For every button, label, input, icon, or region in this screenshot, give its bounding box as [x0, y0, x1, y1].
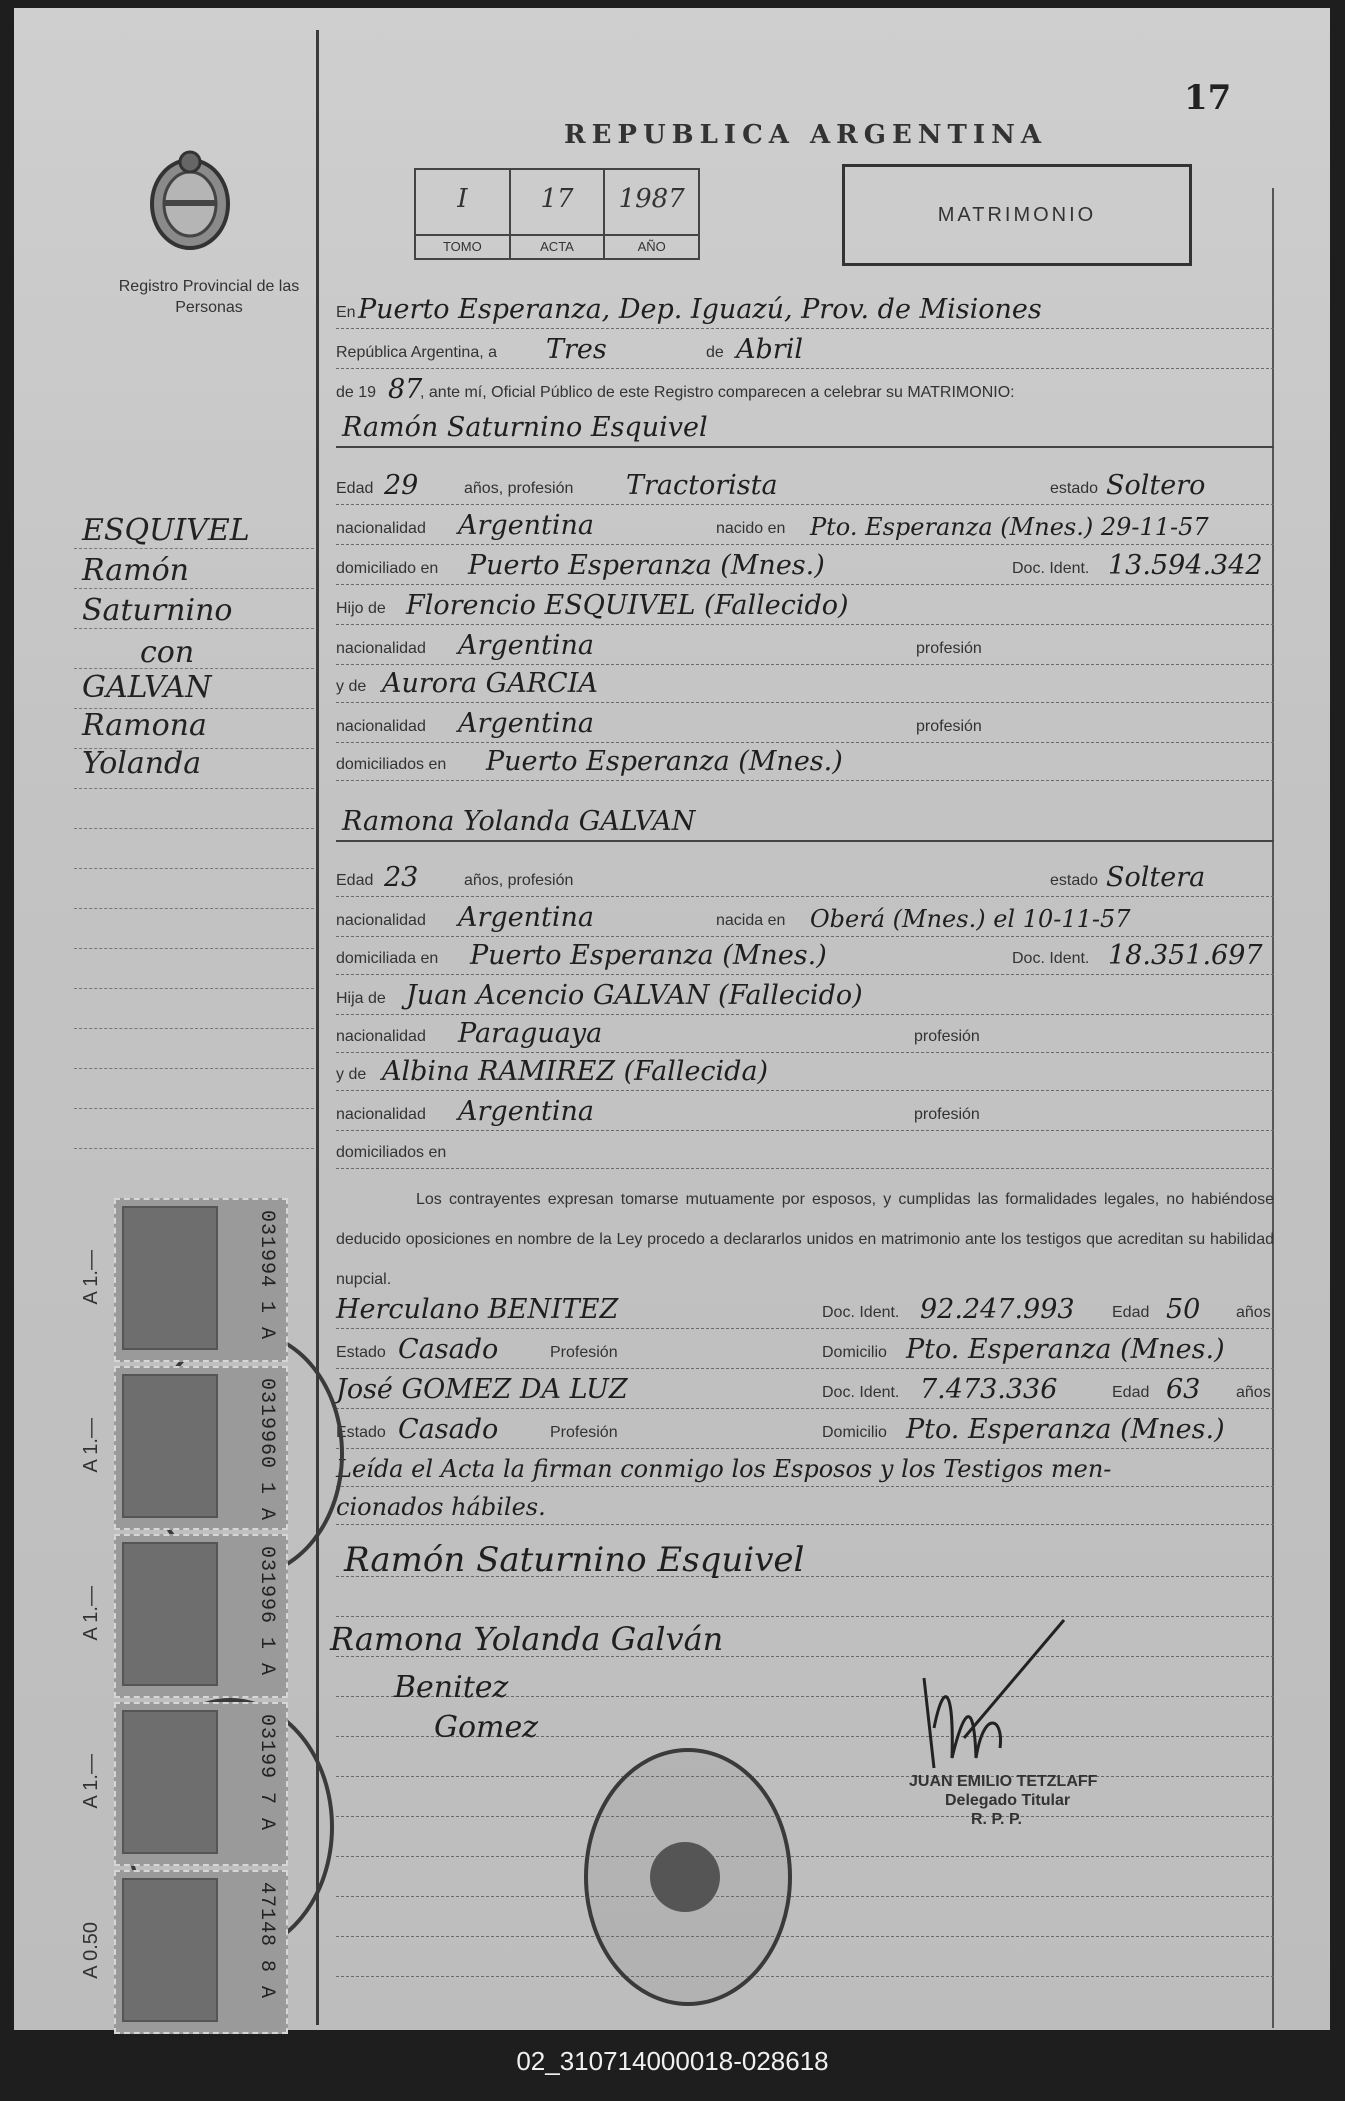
- nacionalidad-label: nacionalidad: [336, 1028, 426, 1045]
- row-bride-parents-dom: [336, 1130, 1274, 1169]
- de-label: de: [706, 344, 724, 361]
- profesion-label: profesión: [914, 1106, 980, 1123]
- ano-label: AÑO: [605, 234, 698, 258]
- estado-label: estado: [1050, 872, 1099, 889]
- stamp-serial: 031996 1 A: [255, 1546, 278, 1677]
- edad-label: Edad: [336, 872, 374, 889]
- margin-ruled-line: [74, 988, 314, 989]
- year-prefix: de 19: [336, 384, 377, 401]
- edad-label: Edad: [1112, 1304, 1150, 1321]
- row-groom-age: [336, 466, 1274, 505]
- witness2-doc: 7.473.336: [920, 1374, 1058, 1405]
- stamp-emblem-icon: [122, 1710, 218, 1854]
- bride-nationality: Argentina: [458, 902, 595, 933]
- ruled-line: [336, 1818, 1274, 1857]
- margin-rule: [316, 30, 319, 2025]
- official-signature-icon: [904, 1618, 1074, 1778]
- ruled-line: [336, 1858, 1274, 1897]
- domiciliados-label: domiciliados en: [336, 1144, 447, 1161]
- groom-mother: Aurora GARCIA: [382, 668, 598, 699]
- witness2-name: José GOMEZ DA LUZ: [336, 1374, 628, 1405]
- fiscal-stamp: [80, 1366, 288, 1530]
- domicilio-label: Domicilio: [822, 1344, 887, 1361]
- bride-mother: Albina RAMIREZ (Fallecida): [382, 1056, 769, 1087]
- margin-name-line: Ramón: [82, 553, 189, 588]
- groom-father: Florencio ESQUIVEL (Fallecido): [406, 590, 849, 621]
- margin-ruled-line: [74, 908, 314, 909]
- domiciliados-label: domiciliados en: [336, 756, 447, 773]
- acta-value: 17: [540, 184, 574, 214]
- statement-text: , ante mí, Oficial Público de este Registro comparecen a celebrar su MATRIMONIO:: [420, 384, 1015, 401]
- ano-cell: [605, 170, 698, 258]
- republica-label: República Argentina, a: [336, 344, 497, 361]
- estado-label: Estado: [336, 1424, 386, 1441]
- row-witness1: [336, 1290, 1274, 1329]
- margin-ruled-line: [74, 588, 314, 589]
- nacido-label: nacido en: [716, 520, 786, 537]
- nacionalidad-label: nacionalidad: [336, 718, 426, 735]
- witness1-estado: Casado: [398, 1334, 499, 1365]
- stamp-value: A 1.—: [80, 1418, 102, 1473]
- margin-ruled-line: [74, 1108, 314, 1109]
- margin-name-line: Saturnino: [82, 593, 233, 628]
- nacionalidad-label: nacionalidad: [336, 520, 426, 537]
- stamp-serial: 031994 1 A: [255, 1210, 278, 1341]
- bride-mother-nat: Argentina: [458, 1096, 595, 1127]
- margin-ruled-line: [74, 708, 314, 709]
- stamp-value: A 0.50: [80, 1922, 102, 1979]
- row-groom-father-nat: [336, 626, 1274, 665]
- witness2-estado: Casado: [398, 1414, 499, 1445]
- domiciliada-label: domiciliada en: [336, 950, 439, 967]
- bride-doc: 18.351.697: [1108, 940, 1263, 971]
- signature-groom: Ramón Saturnino Esquivel: [344, 1540, 805, 1580]
- groom-father-nat: Argentina: [458, 630, 595, 661]
- anos-label: años: [1236, 1384, 1271, 1401]
- stamp-value: A 1.—: [80, 1250, 102, 1305]
- edad-label: Edad: [336, 480, 374, 497]
- profesion-label: profesión: [916, 640, 982, 657]
- profesion-label: años, profesión: [464, 480, 574, 497]
- margin-ruled-line: [74, 548, 314, 549]
- registry-seal-icon: [584, 1748, 792, 2006]
- row-bride-father: [336, 976, 1274, 1015]
- margin-ruled-line: [74, 868, 314, 869]
- groom-profession: Tractorista: [626, 470, 778, 501]
- acta-label: ACTA: [511, 234, 604, 258]
- stamp-serial: 03199 7 A: [255, 1714, 278, 1832]
- doc-label: Doc. Ident.: [1012, 560, 1090, 577]
- stamp-emblem-icon: [122, 1542, 218, 1686]
- stamp-serial: 47148 8 A: [255, 1882, 278, 2000]
- row-witness2-detail: [336, 1410, 1274, 1449]
- signature-bride: Ramona Yolanda Galván: [330, 1620, 724, 1658]
- estado-label: estado: [1050, 480, 1099, 497]
- document-page: [14, 8, 1330, 2030]
- acta-cell: [511, 170, 606, 258]
- profesion-label: Profesión: [550, 1424, 618, 1441]
- profesion-label: Profesión: [550, 1344, 618, 1361]
- nacionalidad-label: nacionalidad: [336, 640, 426, 657]
- margin-ruled-line: [74, 668, 314, 669]
- witness1-name: Herculano BENITEZ: [336, 1294, 619, 1325]
- doc-label: Doc. Ident.: [822, 1304, 900, 1321]
- groom-estado: Soltero: [1106, 470, 1206, 501]
- witness1-domicile: Pto. Esperanza (Mnes.): [906, 1334, 1225, 1365]
- act-type-box: MATRIMONIO: [842, 164, 1192, 266]
- row-groom-domicile: [336, 546, 1274, 585]
- row-groom-parents-dom: [336, 742, 1274, 781]
- doc-label: Doc. Ident.: [1012, 950, 1090, 967]
- groom-name: Ramón Saturnino Esquivel: [342, 412, 708, 443]
- ruled-line: [336, 1778, 1274, 1817]
- groom-mother-nat: Argentina: [458, 708, 595, 739]
- row-place: [336, 290, 1274, 329]
- margin-ruled-line: [74, 628, 314, 629]
- fiscal-stamp: [80, 1534, 288, 1698]
- ruled-line: [336, 1938, 1274, 1977]
- nacionalidad-label: nacionalidad: [336, 1106, 426, 1123]
- tomo-value: I: [457, 184, 468, 214]
- fiscal-stamp: [80, 1870, 288, 2034]
- row-bride-mother: [336, 1052, 1274, 1091]
- witness1-doc: 92.247.993: [920, 1294, 1075, 1325]
- estado-label: Estado: [336, 1344, 386, 1361]
- official-name: JUAN EMILIO TETZLAFF: [909, 1773, 1098, 1790]
- signature-witness2: Gomez: [434, 1710, 539, 1745]
- row-groom-mother-nat: [336, 704, 1274, 743]
- bride-estado: Soltera: [1106, 862, 1206, 893]
- fiscal-stamp: [80, 1702, 288, 1866]
- year-suffix: 87: [388, 374, 423, 405]
- official-title: Delegado Titular: [945, 1792, 1071, 1809]
- en-label: En: [336, 304, 356, 321]
- witness2-age: 63: [1166, 1374, 1201, 1405]
- bride-father: Juan Acencio GALVAN (Fallecido): [406, 980, 863, 1011]
- groom-doc: 13.594.342: [1108, 550, 1263, 581]
- ruled-line: [336, 1898, 1274, 1937]
- registry-name: Registro Provincial de las Personas: [118, 278, 300, 316]
- margin-ruled-line: [74, 788, 314, 789]
- row-groom-mother: [336, 664, 1274, 703]
- day-value: Tres: [546, 334, 607, 365]
- nacionalidad-label: nacionalidad: [336, 912, 426, 929]
- margin-ruled-line: [74, 748, 314, 749]
- tomo-label: TOMO: [416, 234, 509, 258]
- closing-line-2: cionados hábiles.: [336, 1493, 546, 1521]
- row-bride-name: [336, 802, 1274, 842]
- margin-name-line: ESQUIVEL: [82, 513, 250, 548]
- row-bride-nationality: [336, 898, 1274, 937]
- official-block: [909, 1772, 1097, 1829]
- official-org: R. P. P.: [971, 1811, 1022, 1828]
- row-date: [336, 330, 1274, 369]
- fiscal-stamp: [80, 1198, 288, 1362]
- nacida-label: nacida en: [716, 912, 786, 929]
- bride-birth: Oberá (Mnes.) el 10-11-57: [810, 905, 1131, 933]
- row-closing-1: [336, 1448, 1274, 1487]
- coat-of-arms-icon: [146, 148, 234, 258]
- y-de-label: y de: [336, 678, 367, 695]
- signature-witness1: Benitez: [394, 1670, 509, 1705]
- margin-name-line: GALVAN: [82, 670, 212, 705]
- margin-ruled-line: [74, 1148, 314, 1149]
- y-de-label: y de: [336, 1066, 367, 1083]
- row-groom-name: [336, 408, 1274, 448]
- domiciliado-label: domiciliado en: [336, 560, 439, 577]
- place-value: Puerto Esperanza, Dep. Iguazú, Prov. de Misiones: [358, 294, 1042, 325]
- domicilio-label: Domicilio: [822, 1424, 887, 1441]
- footer-code: 02_310714000018-028618: [516, 2046, 829, 2076]
- closing-line-1: Leída el Acta la firman conmigo los Esposos y los Testigos men-: [336, 1455, 1112, 1483]
- row-witness2: [336, 1370, 1274, 1409]
- row-bride-father-nat: [336, 1014, 1274, 1053]
- row-bride-mother-nat: [336, 1092, 1274, 1131]
- witness1-age: 50: [1166, 1294, 1201, 1325]
- edad-label: Edad: [1112, 1384, 1150, 1401]
- stamp-serial: 0319960 1 A: [255, 1378, 278, 1522]
- stamp-value: A 1.—: [80, 1586, 102, 1641]
- month-value: Abril: [736, 334, 803, 365]
- country-heading: REPUBLICA ARGENTINA: [564, 120, 1048, 150]
- row-groom-nationality: [336, 506, 1274, 545]
- bride-father-nat: Paraguaya: [458, 1018, 603, 1049]
- margin-ruled-line: [74, 1028, 314, 1029]
- profesion-label: años, profesión: [464, 872, 574, 889]
- margin-ruled-line: [74, 948, 314, 949]
- row-statement: [336, 370, 1274, 408]
- stamp-emblem-icon: [122, 1206, 218, 1350]
- groom-birth: Pto. Esperanza (Mnes.) 29-11-57: [810, 513, 1209, 541]
- margin-ruled-line: [74, 828, 314, 829]
- ano-value: 1987: [618, 184, 685, 214]
- stamp-emblem-icon: [122, 1374, 218, 1518]
- profesion-label: profesión: [914, 1028, 980, 1045]
- profesion-label: profesión: [916, 718, 982, 735]
- groom-parents-dom: Puerto Esperanza (Mnes.): [486, 746, 843, 777]
- witness2-domicile: Pto. Esperanza (Mnes.): [906, 1414, 1225, 1445]
- bride-name: Ramona Yolanda GALVAN: [342, 806, 696, 837]
- row-closing-2: [336, 1486, 1274, 1525]
- row-bride-domicile: [336, 936, 1274, 975]
- stamp-value: A 1.—: [80, 1754, 102, 1809]
- row-bride-age: [336, 858, 1274, 897]
- groom-nationality: Argentina: [458, 510, 595, 541]
- row-groom-father: [336, 586, 1274, 625]
- anos-label: años: [1236, 1304, 1271, 1321]
- hijo-de-label: Hijo de: [336, 600, 386, 617]
- bride-domicile: Puerto Esperanza (Mnes.): [470, 940, 827, 971]
- row-witness1-detail: [336, 1330, 1274, 1369]
- hija-de-label: Hija de: [336, 990, 386, 1007]
- ruled-line: [336, 1578, 1274, 1617]
- groom-age: 29: [384, 470, 419, 501]
- stamp-emblem-icon: [122, 1878, 218, 2022]
- declaration-text: [336, 1180, 1274, 1300]
- bride-age: 23: [384, 862, 419, 893]
- margin-name-line: Yolanda: [82, 746, 202, 781]
- page-number: 17: [1184, 78, 1232, 118]
- tomo-cell: [416, 170, 511, 258]
- groom-domicile: Puerto Esperanza (Mnes.): [468, 550, 825, 581]
- margin-ruled-line: [74, 1068, 314, 1069]
- doc-label: Doc. Ident.: [822, 1384, 900, 1401]
- margin-name-line: con: [140, 635, 195, 670]
- declaration-body: Los contrayentes expresan tomarse mutuamente por esposos, y cumplidas las formalidades legales, no habiéndose deducido oposiciones en nombre de la Ley procedo a declararlos unidos en matrimonio ante los testigos que acreditan su habilidad nupcial.: [336, 1191, 1274, 1288]
- reference-box: [414, 168, 700, 260]
- margin-name-line: Ramona: [82, 708, 207, 743]
